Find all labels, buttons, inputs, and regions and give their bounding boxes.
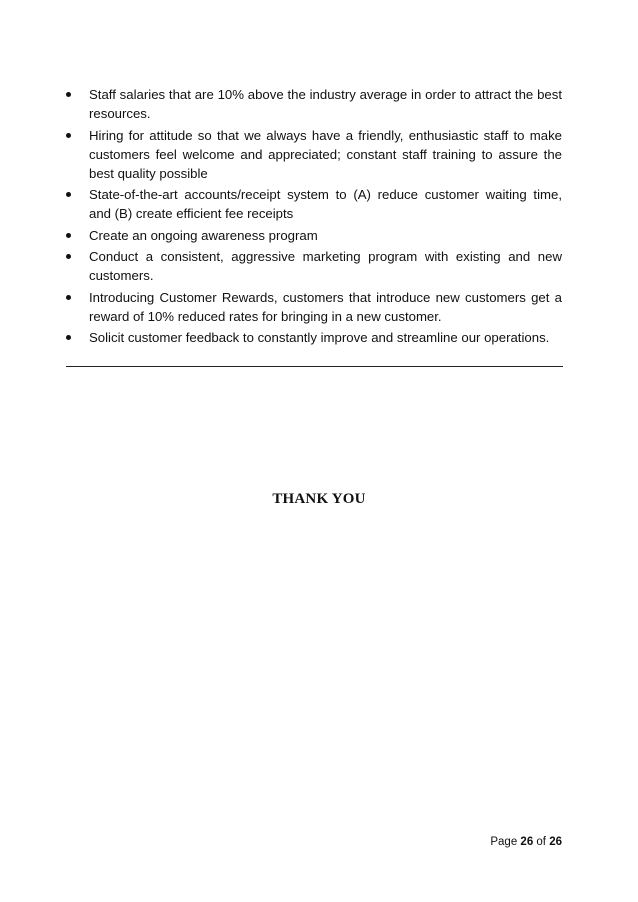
total-pages-number: 26 <box>549 836 562 848</box>
list-item <box>66 247 562 285</box>
horizontal-divider <box>66 366 563 367</box>
bullet-icon <box>66 92 71 97</box>
list-item <box>66 328 562 347</box>
list-item-text: State-of-the-art accounts/receipt system to (A) reduce customer waiting time, and (B) create efficient fee receipts <box>89 187 562 221</box>
list-item <box>66 126 562 183</box>
bullet-list <box>66 85 562 350</box>
bullet-icon <box>66 295 71 300</box>
list-item-text: Introducing Customer Rewards, customers that introduce new customers get a reward of 10% reduced rates for bringing in a new customer. <box>89 289 562 324</box>
bullet-icon <box>66 192 71 197</box>
list-item-text: Solicit customer feedback to constantly improve and streamline our operations. <box>89 330 550 345</box>
bullet-icon <box>66 335 71 340</box>
list-item <box>66 85 562 123</box>
list-item-text: Hiring for attitude so that we always have a friendly, enthusiastic staff to make customers feel welcome and appreciated; constant staff training to assure the best quality possible <box>89 127 562 181</box>
list-item-text: Staff salaries that are 10% above the industry average in order to attract the best resources. <box>89 87 562 121</box>
bullet-icon <box>66 254 71 259</box>
list-item <box>66 185 562 223</box>
bullet-icon <box>66 233 71 238</box>
list-item-text: Create an ongoing awareness program <box>89 227 318 243</box>
list-item-text: Conduct a consistent, aggressive marketing program with existing and new customers. <box>89 249 562 283</box>
page-number-footer <box>490 836 562 848</box>
closing-heading: THANK YOU <box>272 491 366 507</box>
list-item <box>66 226 562 245</box>
page-label: Page <box>490 836 521 848</box>
list-item <box>66 288 562 326</box>
bullet-icon <box>66 133 71 138</box>
current-page-number: 26 <box>520 836 534 848</box>
page-separator: of <box>533 836 550 848</box>
